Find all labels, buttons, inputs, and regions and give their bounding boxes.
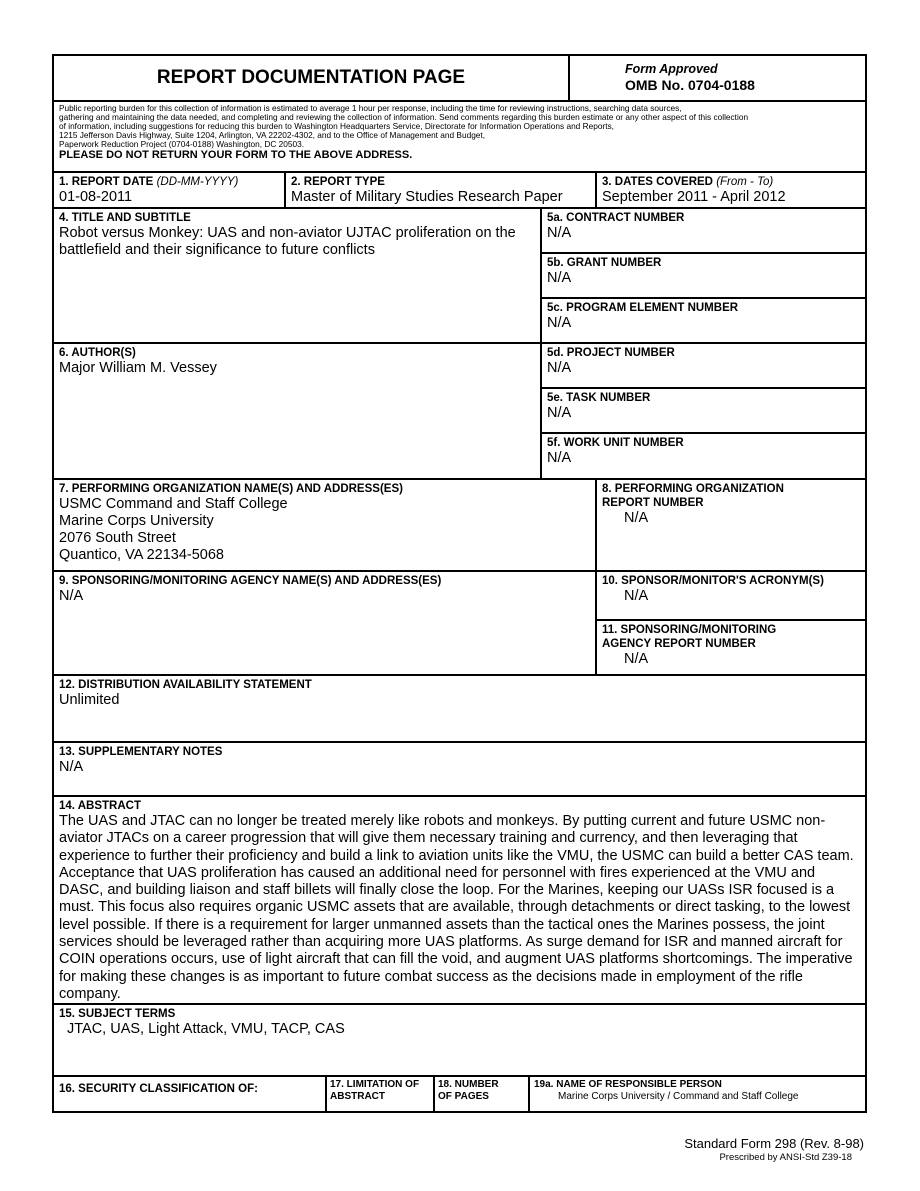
abstract-value[interactable]: The UAS and JTAC can no longer be treated merely like robots and monkeys. By putting current and future USMC non-aviator JTACs on a career progression that will give them necessary training and currency, and then leveraging that experience to further their proficiency and build a link to aviation units like the VMU, the USMC can build a better CAS team. Acceptance that UAS proliferation has caused an additional need for personnel with fires experienced at the VMU and DASC, and building liaison and staff billets will finally close the loop. For the Marines, keeping our UASs ISR focused is a must. This focus also requires organic USMC assets that are available, through detachments or direct tasking, to the lowest level possible. If there is a requirement for larger unmanned assets than the tactical ones the Marines possess, the joint services should be leveraged rather than acquiring more UAS platforms. As surge demand for ISR and manned aircraft for COIN operations occurs, use of light aircraft that can fill the void, and augment UAS platforms shortcomings. The imperative for making these changes is as important to future combat success as the decisions made in employment of the rifle company. [59, 813, 854, 1002]
burden-notice-text: Public reporting burden for this collection of information is estimated to average 1 hour per response, including the time for reviewing instructions, searching data sources, gathering and maintaining the data needed, and completing and reviewing the collection of information. Send comments regarding this burden estimate or any other aspect of this collection of information, including suggestions for reducing this burden to Washington Headquarters Service, Directorate for Information Operations and Reports, 1215 Jefferson Davis Highway, Suite 1204, Arlington, VA 22202-4302, and to the Office of Management and Budget, Paperwork Reduction Project (0704-0188) Washington, DC 20503. [59, 103, 749, 150]
return-warning: PLEASE DO NOT RETURN YOUR FORM TO THE ABOVE ADDRESS. [59, 149, 413, 162]
work-unit-value[interactable]: N/A [547, 450, 572, 466]
report-documentation-form [52, 54, 867, 1113]
form-title [54, 56, 568, 100]
field-performing-org [54, 478, 595, 570]
field-subject-terms [54, 1003, 865, 1075]
dates-covered-value[interactable]: September 2011 - April 2012 [602, 189, 786, 205]
field-contract-number [540, 207, 865, 252]
field-title-subtitle [54, 207, 540, 342]
field-sponsoring-agency [54, 570, 595, 674]
form-approval-box [568, 56, 865, 100]
form-approved-label: Form Approved [625, 62, 718, 76]
limitation-label: 17. LIMITATION OF ABSTRACT [330, 1079, 420, 1102]
authors-label: 6. AUTHOR(S) [59, 347, 136, 359]
task-number-value[interactable]: N/A [547, 405, 572, 421]
prescribed-by-label: Prescribed by ANSI-Std Z39-18 [719, 1152, 852, 1163]
supplementary-value[interactable]: N/A [59, 759, 84, 775]
performing-org-value[interactable]: USMC Command and Staff College Marine Corps University 2076 South Street Quantico, VA 22134-5068 [59, 496, 288, 563]
grant-number-label: 5b. GRANT NUMBER [547, 257, 662, 269]
supplementary-label: 13. SUPPLEMENTARY NOTES [59, 746, 223, 758]
report-date-value[interactable]: 01-08-2011 [59, 189, 133, 205]
title-subtitle-label: 4. TITLE AND SUBTITLE [59, 212, 191, 224]
sponsoring-agency-label: 9. SPONSORING/MONITORING AGENCY NAME(S) AND ADDRESS(ES) [59, 575, 442, 587]
task-number-label: 5e. TASK NUMBER [547, 392, 651, 404]
report-type-label: 2. REPORT TYPE [291, 176, 385, 188]
field-grant-number [540, 252, 865, 297]
authors-value[interactable]: Major William M. Vessey [59, 360, 217, 376]
performing-report-label: 8. PERFORMING ORGANIZATION REPORT NUMBER [602, 483, 784, 509]
field-dates-covered [595, 171, 865, 207]
project-number-label: 5d. PROJECT NUMBER [547, 347, 675, 359]
burden-notice [54, 100, 865, 171]
omb-number: OMB No. 0704-0188 [625, 77, 755, 93]
distribution-label: 12. DISTRIBUTION AVAILABILITY STATEMENT [59, 679, 312, 691]
standard-form-label: Standard Form 298 (Rev. 8-98) [684, 1136, 864, 1151]
program-element-label: 5c. PROGRAM ELEMENT NUMBER [547, 302, 739, 314]
field-security-classification [54, 1075, 325, 1111]
field-work-unit [540, 432, 865, 478]
distribution-value[interactable]: Unlimited [59, 692, 120, 708]
field-performing-report [595, 478, 865, 570]
sponsoring-agency-value[interactable]: N/A [59, 588, 84, 604]
report-type-value[interactable]: Master of Military Studies Research Paper [291, 189, 563, 205]
field-program-element [540, 297, 865, 342]
dates-covered-label: 3. DATES COVERED (From - To) [602, 176, 774, 188]
report-date-label: 1. REPORT DATE (DD-MM-YYYY) [59, 176, 239, 188]
contract-number-label: 5a. CONTRACT NUMBER [547, 212, 685, 224]
field-supplementary [54, 741, 865, 795]
title-subtitle-value[interactable]: Robot versus Monkey: UAS and non-aviator UJTAC proliferation on the battlefield and their significance to future conflicts [59, 225, 516, 258]
contract-number-value[interactable]: N/A [547, 225, 572, 241]
field-project-number [540, 342, 865, 387]
field-number-of-pages [433, 1075, 528, 1111]
field-distribution [54, 674, 865, 741]
field-abstract [54, 795, 865, 1003]
sponsor-report-value[interactable]: N/A [624, 651, 649, 667]
field-responsible-person [528, 1075, 865, 1111]
grant-number-value[interactable]: N/A [547, 270, 572, 286]
performing-org-label: 7. PERFORMING ORGANIZATION NAME(S) AND ADDRESS(ES) [59, 483, 403, 495]
project-number-value[interactable]: N/A [547, 360, 572, 376]
field-task-number [540, 387, 865, 432]
form-title-text: REPORT DOCUMENTATION PAGE [156, 67, 466, 88]
sponsor-report-label: 11. SPONSORING/MONITORING AGENCY REPORT NUMBER [602, 624, 777, 650]
field-sponsor-report [595, 619, 865, 674]
field-sponsor-acronym [595, 570, 865, 619]
performing-report-value[interactable]: N/A [624, 510, 649, 526]
security-classification-label: 16. SECURITY CLASSIFICATION OF: [59, 1083, 258, 1095]
subject-terms-value[interactable]: JTAC, UAS, Light Attack, VMU, TACP, CAS [67, 1021, 345, 1037]
work-unit-label: 5f. WORK UNIT NUMBER [547, 437, 684, 449]
sponsor-acronym-label: 10. SPONSOR/MONITOR'S ACRONYM(S) [602, 575, 824, 587]
sponsor-acronym-value[interactable]: N/A [624, 588, 649, 604]
abstract-label: 14. ABSTRACT [59, 800, 141, 812]
field-authors [54, 342, 540, 478]
field-report-type [284, 171, 595, 207]
subject-terms-label: 15. SUBJECT TERMS [59, 1008, 176, 1020]
number-of-pages-label: 18. NUMBER OF PAGES [438, 1079, 499, 1102]
responsible-person-label: 19a. NAME OF RESPONSIBLE PERSON [534, 1079, 722, 1090]
field-report-date [54, 171, 284, 207]
responsible-person-value[interactable]: Marine Corps University / Command and Staff College [558, 1091, 799, 1102]
field-limitation [325, 1075, 433, 1111]
program-element-value[interactable]: N/A [547, 315, 572, 331]
